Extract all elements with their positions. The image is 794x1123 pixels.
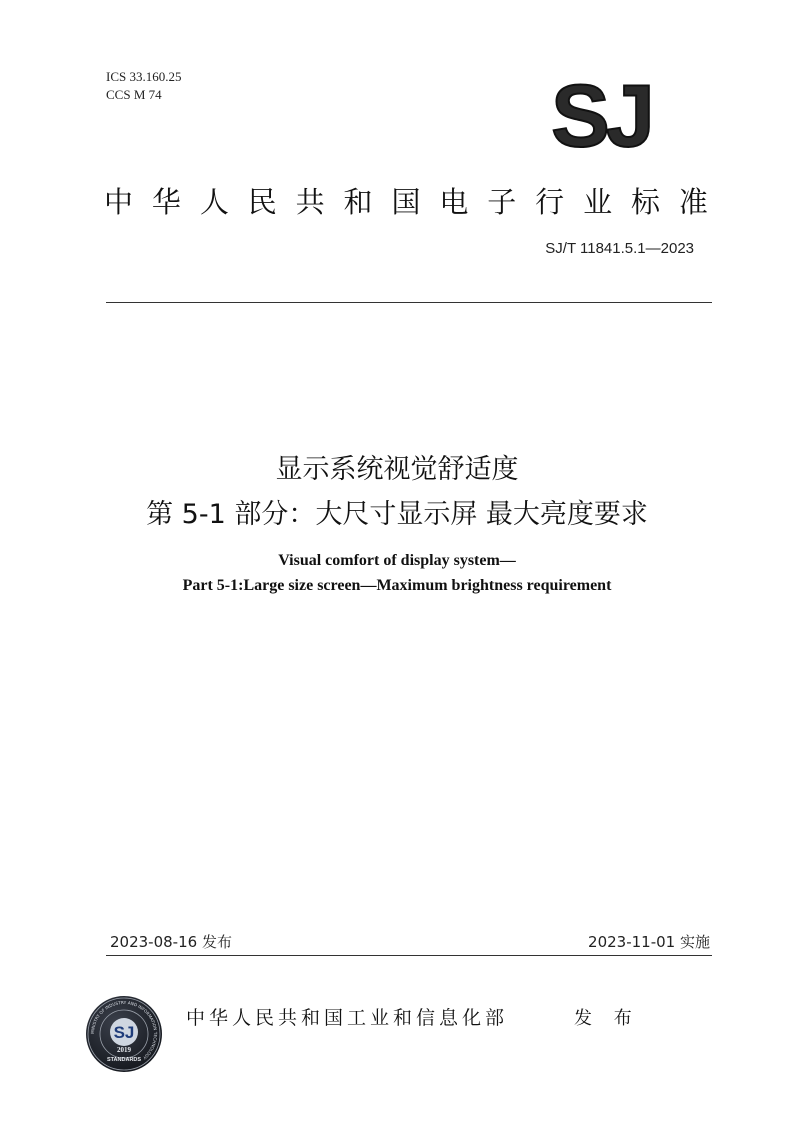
title-char: 民	[247, 185, 277, 219]
issuing-authority: 中华人民共和国工业和信息化部	[186, 1007, 509, 1029]
title-char: 子	[487, 185, 517, 219]
en-title-line2: Part 5-1:Large size screen—Maximum brightness requirement	[182, 577, 612, 594]
svg-text:2019: 2019	[117, 1046, 131, 1054]
zh-title-line2: 第 5-1 部分：大尺寸显示屏 最大亮度要求	[146, 499, 648, 530]
bottom-divider	[106, 955, 712, 956]
ics-code: ICS 33.160.25	[106, 69, 182, 84]
svg-text:SJ: SJ	[113, 1023, 135, 1042]
classification-codes	[106, 68, 181, 104]
title-char: 业	[583, 185, 613, 219]
top-divider	[106, 302, 712, 303]
title-char: 国	[391, 185, 421, 219]
title-char: 华	[151, 185, 181, 219]
svg-text:SJ: SJ	[551, 76, 651, 152]
standard-category-title	[104, 180, 708, 221]
svg-text:MINISTRY OF INDUSTRY AND INFOR: MINISTRY OF INDUSTRY AND INFORMATION TECHNOLOGY	[89, 999, 159, 1061]
ccs-code: CCS M 74	[106, 87, 162, 102]
implement-date: 2023-11-01 实施	[588, 933, 710, 951]
title-char: 行	[535, 185, 565, 219]
title-char: 共	[295, 185, 325, 219]
sj-logo	[545, 76, 657, 152]
title-char: 和	[343, 185, 373, 219]
title-char: 电	[439, 185, 469, 219]
title-char: 标	[630, 185, 660, 219]
issued-label: 发 布	[574, 1008, 640, 1029]
title-char: 人	[199, 185, 229, 219]
standard-number: SJ/T 11841.5.1—2023	[545, 240, 694, 257]
title-char: 准	[678, 185, 708, 219]
en-title-line1: Visual comfort of display system—	[278, 552, 516, 569]
zh-title-line1: 显示系统视觉舒适度	[275, 454, 519, 485]
publish-date: 2023-08-16 发布	[110, 933, 232, 951]
svg-text:STANDARDS: STANDARDS	[106, 1057, 142, 1063]
ministry-seal-icon	[85, 995, 163, 1073]
title-char: 中	[104, 185, 134, 219]
